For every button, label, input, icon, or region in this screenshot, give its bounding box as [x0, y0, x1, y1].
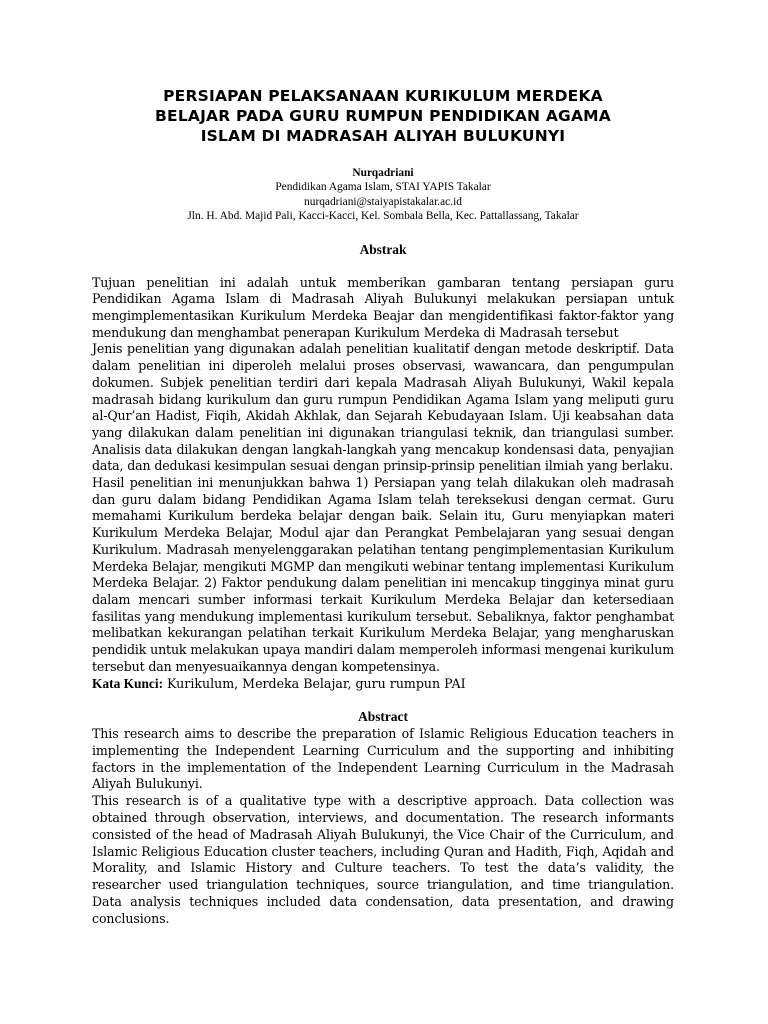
title-line: ISLAM DI MADRASAH ALIYAH BULUKUNYI: [200, 127, 566, 145]
author-block: [92, 166, 674, 224]
abstract-paragraph: This research aims to describe the preparation of Islamic Religious Education teachers in implementing the Independent Learning Curriculum and the supporting and inhibiting factors in the implementation of the Independent Learning Curriculum in the Madrasah Aliyah Bulukunyi.: [92, 726, 674, 792]
abstrak-paragraph: Tujuan penelitian ini adalah untuk memberikan gambaran tentang persiapan guru Pendidikan Agama Islam di Madrasah Aliyah Bulukunyi melakukan persiapan untuk mengimplementasikan Kurikulum Merdeka Beajar dan mengidentifikasi faktor-faktor yang mendukung dan menghambat penerapan Kurikulum Merdeka di Madrasah tersebut: [92, 274, 674, 340]
author-name: Nurqadriani: [352, 167, 414, 179]
author-affiliation: Pendidikan Agama Islam, STAI YAPIS Takalar: [275, 181, 491, 194]
abstrak-heading: Abstrak: [359, 241, 407, 257]
abstrak-paragraph: Hasil penelitian ini menunjukkan bahwa 1) Persiapan yang telah dilakukan oleh madrasah dan guru dalam bidang Pendidikan Agama Islam telah tereksekusi dengan cermat. Guru memahami Kurikulum berdeka belajar dengan baik. Selain itu, Guru menyiapkan materi Kurikulum Merdeka Belajar, Modul ajar dan Perangkat Pembelajaran yang sesuai dengan Kurikulum. Madrasah menyelenggarakan pelatihan tentang pengimplementasian Kurikulum Merdeka Belajar, mengikuti MGMP dan mengikuti webinar tentang implementasi Kurikulum Merdeka Belajar. 2) Faktor pendukung dalam penelitian ini mencakup tingginya minat guru dalam mencari sumber informasi terkait Kurikulum Merdeka Belajar dan ketersediaan fasilitas yang mendukung implementasi kurikulum tersebut. Sebaliknya, faktor penghambat melibatkan kekurangan pelatihan terkait Kurikulum Merdeka Belajar, yang mengharuskan pendidik untuk melakukan upaya mandiri dalam memperoleh informasi mengenai kurikulum tersebut dan menyesuaikannya dengan kompetensinya.: [92, 475, 674, 674]
title-line: PERSIAPAN PELAKSANAAN KURIKULUM MERDEKA: [163, 87, 603, 105]
keywords-text: Kurikulum, Merdeka Belajar, guru rumpun PAI: [163, 675, 466, 691]
keywords: [92, 676, 674, 693]
abstract-body: [92, 726, 674, 928]
paper-page: [92, 86, 674, 928]
paper-title: [92, 86, 674, 146]
title-line: BELAJAR PADA GURU RUMPUN PENDIDIKAN AGAMA: [155, 107, 611, 125]
abstract-heading: Abstract: [358, 709, 408, 725]
author-address: Jln. H. Abd. Majid Pali, Kacci-Kacci, Kel. Sombala Bella, Kec. Pattallassang, Takalar: [187, 210, 579, 223]
abstract-paragraph: This research is of a qualitative type with a descriptive approach. Data collection was obtained through observation, interviews, and documentation. The research informants consisted of the head of Madrasah Aliyah Bulukunyi, the Vice Chair of the Curriculum, and Islamic Religious Education cluster teachers, including Quran and Hadith, Fiqh, Aqidah and Morality, and Islamic History and Culture teachers. To test the data’s validity, the researcher used triangulation techniques, source triangulation, and time triangulation. Data analysis techniques included data condensation, data presentation, and drawing conclusions.: [92, 793, 674, 926]
keywords-label: Kata Kunci:: [92, 675, 164, 691]
abstrak-body: [92, 275, 674, 693]
author-email: nurqadriani@staiyapistakalar.ac.id: [304, 195, 462, 208]
abstrak-paragraph: Jenis penelitian yang digunakan adalah penelitian kualitatif dengan metode deskriptif. Data dalam penelitian ini diperoleh melalui proses observasi, wawancara, dan pengumpulan dokumen. Subjek penelitian terdiri dari kepala Madrasah Aliyah Bulukunyi, Wakil kepala madrasah bidang kurikulum dan guru rumpun Pendidikan Agama Islam yang meliputi guru al-Qur’an Hadist, Fiqih, Akidah Akhlak, dan Sejarah Kebudayaan Islam. Uji keabsahan data yang dilakukan dalam penelitian ini digunakan triangulasi teknik, dan triangulasi sumber. Analisis data dilakukan dengan langkah-langkah yang mencakup kondensasi data, penyajian data, dan dedukasi kesimpulan sesuai dengan prinsip-prinsip penelitian ilmiah yang berlaku.: [92, 341, 674, 474]
